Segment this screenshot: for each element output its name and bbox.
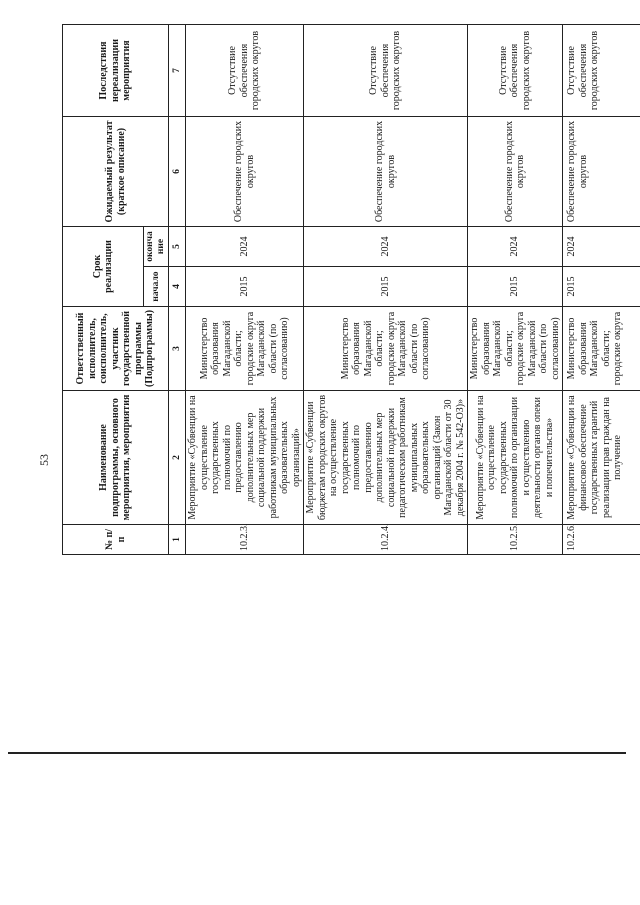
row-responsible: Министерство образования Магаданской области; городские округа Магаданской области (по согласованию) [304,307,468,391]
col-number: 4 [169,267,186,307]
row-num: 10.2.3. [186,525,304,555]
col-number: 2 [169,391,186,525]
col-number: 5 [169,227,186,267]
row-responsible: Министерство образования Магаданской области; городские округа Магаданской области (по согласованию) [186,307,304,391]
row-consequences: Отсутствие обеспечения городских округов [468,25,563,117]
table-row [186,25,304,555]
row-num: 10.2.6. [563,525,640,555]
row-end: 2024 [468,227,563,267]
row-result: Обеспечение городских округов [468,117,563,227]
col-number: 3 [169,307,186,391]
header-name: Наименование подпрограммы, основного мероприятия, мероприятия [63,391,169,525]
header-start: начало [144,267,169,307]
row-consequences: Отсутствие обеспечения городских округов [304,25,468,117]
header-end: оконча ние [144,227,169,267]
row-start: 2015 [563,267,640,307]
row-result: Обеспечение городских округов [186,117,304,227]
col-number: 1 [169,525,186,555]
row-start: 2015 [304,267,468,307]
table-header-row [63,25,144,555]
row-name: Мероприятие «Субвенции на осуществление государственных полномочий по предоставлению дополнительных мер социальной поддержки работникам муниципальных образовательных организаций» [186,391,304,525]
row-start: 2015 [468,267,563,307]
row-start: 2015 [186,267,304,307]
row-consequences: Отсутствие обеспечения городских округов [186,25,304,117]
page-number: 53 [37,454,51,466]
program-measures-table [62,24,640,555]
rotated-table-container [62,25,627,555]
col-number: 7 [169,25,186,117]
row-name: Мероприятие «Субвенции на финансовое обеспечение государственных гарантий реализации прав граждан на получение [563,391,640,525]
row-end: 2024 [186,227,304,267]
row-responsible: Министерство образования Магаданской области; городские округа Магаданской области (по согласованию) [468,307,563,391]
row-responsible: Министерство образования Магаданской области; городские округа [563,307,640,391]
row-name: Мероприятие «Субвенции на осуществление государственных полномочий по организации и осуществлению деятельности органов опеки и попечительства» [468,391,563,525]
header-result: Ожидаемый результат (краткое описание) [63,117,169,227]
table-row [468,25,563,555]
header-responsible: Ответственный исполнитель, соисполнитель, участник государственной программы (Подпрограммы) [63,307,169,391]
row-end: 2024 [563,227,640,267]
row-num: 10.2.4. [304,525,468,555]
header-period: Срок реализации [63,227,144,307]
row-end: 2024 [304,227,468,267]
row-result: Обеспечение городских округов [304,117,468,227]
table-row [304,25,468,555]
row-name: Мероприятие «Субвенции бюджетам городских округов на осуществление государственных полномочий по предоставлению дополнительных мер социальной поддержки педагогическим работникам муниципальных образовательных организаций (Закон Магаданской области от 30 декабря 2004 г. № 542-ОЗ)» [304,391,468,525]
row-num: 10.2.5. [468,525,563,555]
table-row [563,25,640,555]
row-result: Обеспечение городских округов [563,117,640,227]
page-divider-line [8,752,626,754]
header-num: № п/п [63,525,169,555]
column-numbers-row [169,25,186,555]
col-number: 6 [169,117,186,227]
header-consequences: Последствия нереализации мероприятия [63,25,169,117]
row-consequences: Отсутствие обеспечения городских округов [563,25,640,117]
